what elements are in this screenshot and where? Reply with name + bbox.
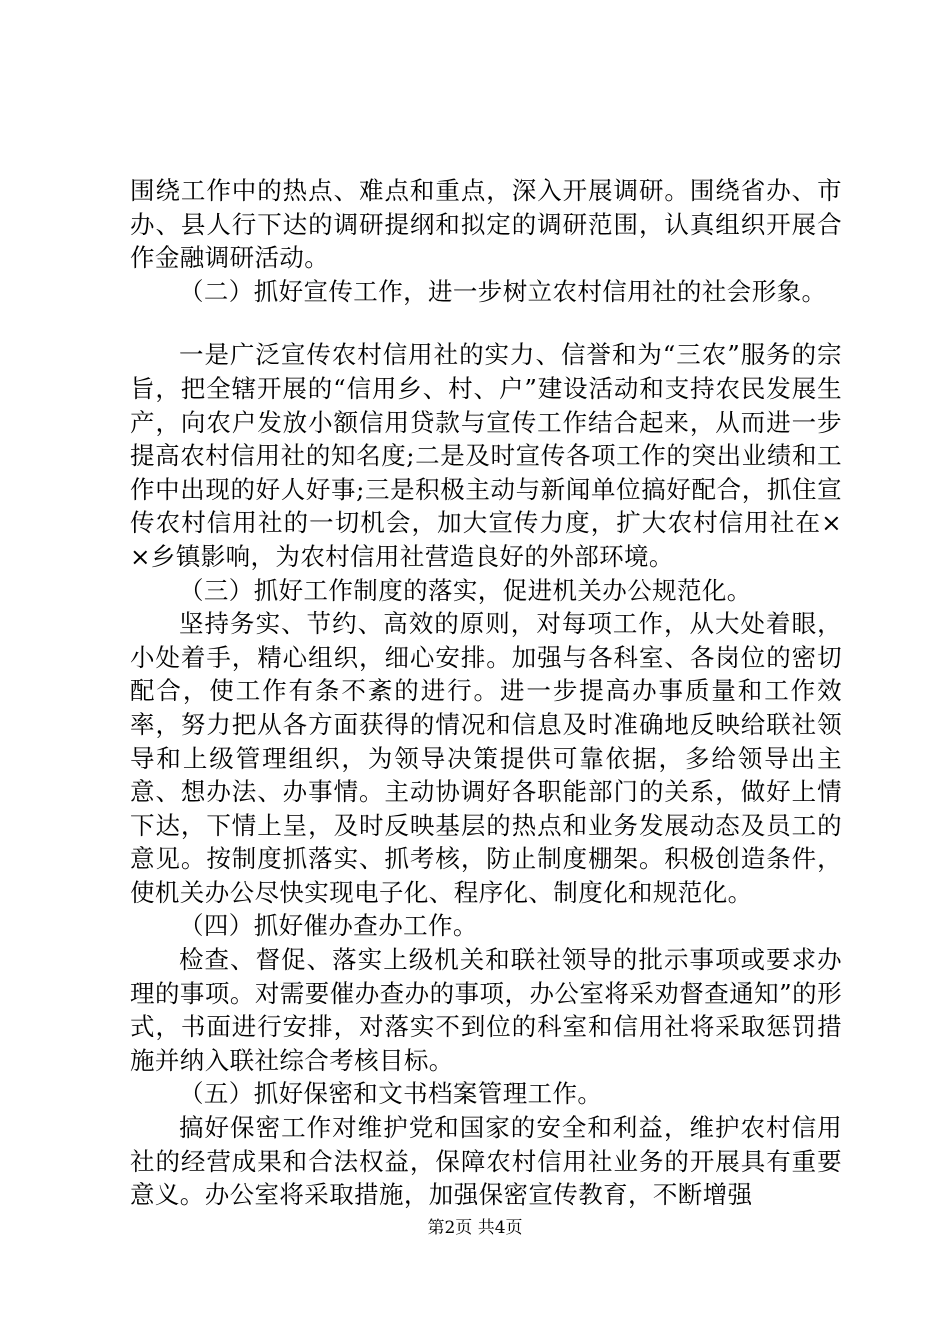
paragraph-work-system: 坚持务实、节约、高效的原则，对每项工作，从大处着眼，小处着手，精心组织，细心安排。加强与各科室、各岗位的密切配合，使工作有条不紊的进行。进一步提高办事质量和工作效率，努力把从各方面获得的情况和信息及时准确地反映给联社领导和上级管理组织，为领导决策提供可靠依据，多给领导出主意、想办法、办事情。主动协调好各职能部门的关系，做好上情下达，下情上呈，及时反映基层的热点和业务发展动态及员工的意见。按制度抓落实、抓考核，防止制度棚架。积极创造条件，使机关办公尽快实现电子化、程序化、制度化和规范化。 — [130, 609, 842, 907]
paragraph-gap — [130, 308, 842, 338]
document-body — [130, 174, 842, 1212]
heading-publicity: （二）抓好宣传工作，进一步树立农村信用社的社会形象。 — [179, 276, 827, 306]
heading-work-system: （三）抓好工作制度的落实，促进机关办公规范化。 — [179, 575, 752, 605]
paragraph-supervision: 检查、督促、落实上级机关和联社领导的批示事项或要求办理的事项。对需要催办查办的事项，办公室将采劝督查通知”的形式，书面进行安排，对落实不到位的科室和信用社将采取惩罚措施并纳入联社综合考核目标。 — [130, 945, 842, 1075]
paragraph-confidentiality: 搞好保密工作对维护党和国家的安全和利益，维护农村信用社的经营成果和合法权益，保障农村信用社业务的开展具有重要意义。办公室将采取措施，加强保密宣传教育，不断增强 — [130, 1113, 842, 1210]
page-number-footer: 第2页 共4页 — [427, 1218, 523, 1238]
paragraph-publicity: 一是广泛宣传农村信用社的实力、信誉和为“三农”服务的宗旨，把全辖开展的“信用乡、村、户”建设活动和支持农民发展生产，向农户发放小额信用贷款与宣传工作结合起来，从而进一步提高农村信用社的知名度;二是及时宣传各项工作的突出业绩和工作中出现的好人好事;三是积极主动与新闻单位搞好配合，抓住宣传农村信用社的一切机会，加大宣传力度，扩大农村信用社在××乡镇影响，为农村信用社营造良好的外部环境。 — [130, 340, 842, 571]
paragraph-research: 围绕工作中的热点、难点和重点，深入开展调研。围绕省办、市办、县人行下达的调研提纲和拟定的调研范围，认真组织开展合作金融调研活动。 — [130, 176, 842, 273]
heading-supervision: （四）抓好催办查办工作。 — [179, 911, 478, 941]
heading-confidentiality: （五）抓好保密和文书档案管理工作。 — [179, 1079, 603, 1109]
